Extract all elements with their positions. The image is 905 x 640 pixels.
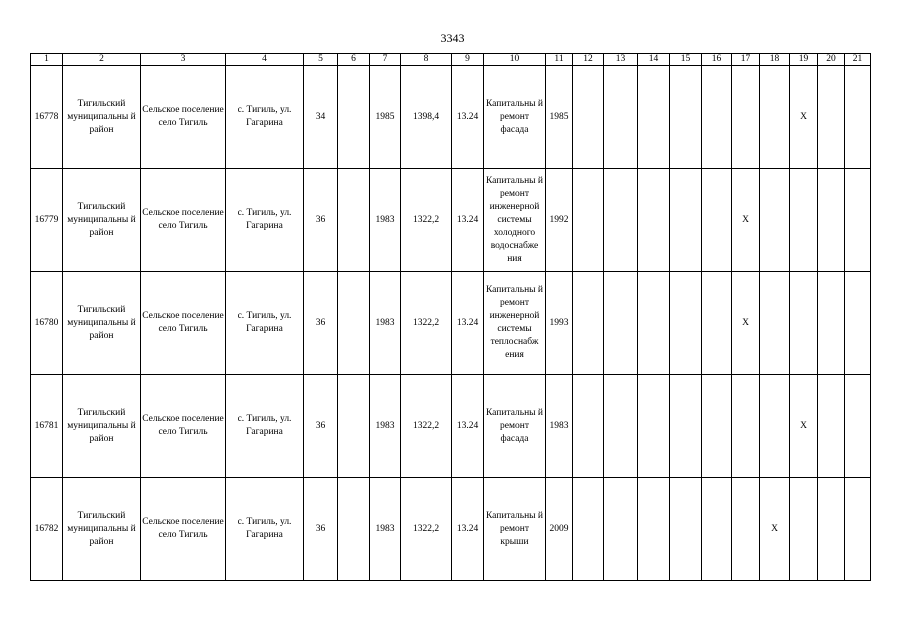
work-type: Капитальны й ремонт фасада — [484, 375, 546, 478]
column-header: 16 — [702, 54, 732, 66]
work-type: Капитальны й ремонт крыши — [484, 478, 546, 581]
column-header: 12 — [573, 54, 604, 66]
page-number: 3343 — [440, 31, 465, 45]
table-row — [31, 375, 871, 478]
column-header: 9 — [452, 54, 484, 66]
column-header: 11 — [546, 54, 573, 66]
build-year: 1983 — [370, 272, 401, 375]
cell — [604, 375, 638, 478]
column-header: 21 — [845, 54, 871, 66]
cell — [818, 478, 845, 581]
cell — [702, 375, 732, 478]
area: 1322,2 — [401, 375, 452, 478]
column-header: 10 — [484, 54, 546, 66]
address: с. Тигиль, ул. Гагарина — [226, 375, 304, 478]
cell — [818, 66, 845, 169]
cell — [818, 272, 845, 375]
house-number: 36 — [304, 272, 338, 375]
column-header: 2 — [63, 54, 141, 66]
column-header: 18 — [760, 54, 790, 66]
column-header: 3 — [141, 54, 226, 66]
cell — [702, 169, 732, 272]
column-header: 6 — [338, 54, 370, 66]
municipal-district: Тигильский муниципальны й район — [63, 375, 141, 478]
address: с. Тигиль, ул. Гагарина — [226, 272, 304, 375]
cell — [604, 169, 638, 272]
house-number: 36 — [304, 478, 338, 581]
cell — [604, 478, 638, 581]
cell — [338, 375, 370, 478]
address: с. Тигиль, ул. Гагарина — [226, 169, 304, 272]
last-repair-year: 1992 — [546, 169, 573, 272]
cell — [573, 272, 604, 375]
cell — [702, 66, 732, 169]
area: 1322,2 — [401, 478, 452, 581]
work-type: Капитальны й ремонт инженерной системы холодного водоснабже ния — [484, 169, 546, 272]
table-row — [31, 272, 871, 375]
municipal-district: Тигильский муниципальны й район — [63, 478, 141, 581]
cell — [760, 169, 790, 272]
build-year: 1983 — [370, 478, 401, 581]
column-header: 8 — [401, 54, 452, 66]
row-id: 16779 — [31, 169, 63, 272]
cell — [790, 169, 818, 272]
cell — [670, 375, 702, 478]
rate: 13.24 — [452, 66, 484, 169]
settlement: Сельское поселение село Тигиль — [141, 272, 226, 375]
cell — [638, 66, 670, 169]
house-number: 34 — [304, 66, 338, 169]
municipal-district: Тигильский муниципальны й район — [63, 169, 141, 272]
cell — [670, 272, 702, 375]
last-repair-year: 2009 — [546, 478, 573, 581]
table-row — [31, 169, 871, 272]
cell — [638, 169, 670, 272]
cell — [604, 272, 638, 375]
cell — [790, 272, 818, 375]
cell — [732, 66, 760, 169]
settlement: Сельское поселение село Тигиль — [141, 478, 226, 581]
rate: 13.24 — [452, 375, 484, 478]
cell — [638, 375, 670, 478]
cell — [338, 478, 370, 581]
build-year: 1983 — [370, 169, 401, 272]
cell — [338, 169, 370, 272]
column-header: 4 — [226, 54, 304, 66]
cell — [845, 375, 871, 478]
last-repair-year: 1993 — [546, 272, 573, 375]
house-number: 36 — [304, 169, 338, 272]
settlement: Сельское поселение село Тигиль — [141, 66, 226, 169]
cell: X — [790, 375, 818, 478]
cell — [760, 66, 790, 169]
cell — [670, 169, 702, 272]
settlement: Сельское поселение село Тигиль — [141, 375, 226, 478]
cell: X — [760, 478, 790, 581]
last-repair-year: 1983 — [546, 375, 573, 478]
cell — [573, 478, 604, 581]
cell — [604, 66, 638, 169]
cell — [573, 375, 604, 478]
cell — [702, 478, 732, 581]
address: с. Тигиль, ул. Гагарина — [226, 66, 304, 169]
cell — [638, 478, 670, 581]
rate: 13.24 — [452, 272, 484, 375]
cell — [338, 272, 370, 375]
build-year: 1983 — [370, 375, 401, 478]
column-header: 5 — [304, 54, 338, 66]
cell — [338, 66, 370, 169]
cell: X — [732, 169, 760, 272]
cell — [732, 375, 760, 478]
build-year: 1985 — [370, 66, 401, 169]
municipal-district: Тигильский муниципальны й район — [63, 272, 141, 375]
row-id: 16780 — [31, 272, 63, 375]
house-number: 36 — [304, 375, 338, 478]
column-header: 17 — [732, 54, 760, 66]
table-row — [31, 66, 871, 169]
area: 1322,2 — [401, 169, 452, 272]
cell — [845, 169, 871, 272]
cell — [732, 478, 760, 581]
last-repair-year: 1985 — [546, 66, 573, 169]
column-header: 14 — [638, 54, 670, 66]
cell — [845, 66, 871, 169]
area: 1322,2 — [401, 272, 452, 375]
cell — [670, 66, 702, 169]
work-type: Капитальны й ремонт фасада — [484, 66, 546, 169]
address: с. Тигиль, ул. Гагарина — [226, 478, 304, 581]
cell: X — [732, 272, 760, 375]
column-header: 20 — [818, 54, 845, 66]
table-row — [31, 478, 871, 581]
cell — [760, 272, 790, 375]
work-type: Капитальны й ремонт инженерной системы теплоснабж ения — [484, 272, 546, 375]
cell — [845, 272, 871, 375]
column-header: 15 — [670, 54, 702, 66]
rate: 13.24 — [452, 169, 484, 272]
settlement: Сельское поселение село Тигиль — [141, 169, 226, 272]
column-header: 13 — [604, 54, 638, 66]
register-table — [30, 53, 871, 581]
cell — [670, 478, 702, 581]
column-number-row — [31, 54, 871, 66]
cell — [790, 478, 818, 581]
area: 1398,4 — [401, 66, 452, 169]
municipal-district: Тигильский муниципальны й район — [63, 66, 141, 169]
row-id: 16782 — [31, 478, 63, 581]
cell — [760, 375, 790, 478]
cell — [818, 169, 845, 272]
rate: 13.24 — [452, 478, 484, 581]
cell — [818, 375, 845, 478]
row-id: 16781 — [31, 375, 63, 478]
cell — [702, 272, 732, 375]
column-header: 1 — [31, 54, 63, 66]
cell: X — [790, 66, 818, 169]
row-id: 16778 — [31, 66, 63, 169]
cell — [638, 272, 670, 375]
column-header: 19 — [790, 54, 818, 66]
cell — [845, 478, 871, 581]
column-header: 7 — [370, 54, 401, 66]
cell — [573, 66, 604, 169]
cell — [573, 169, 604, 272]
